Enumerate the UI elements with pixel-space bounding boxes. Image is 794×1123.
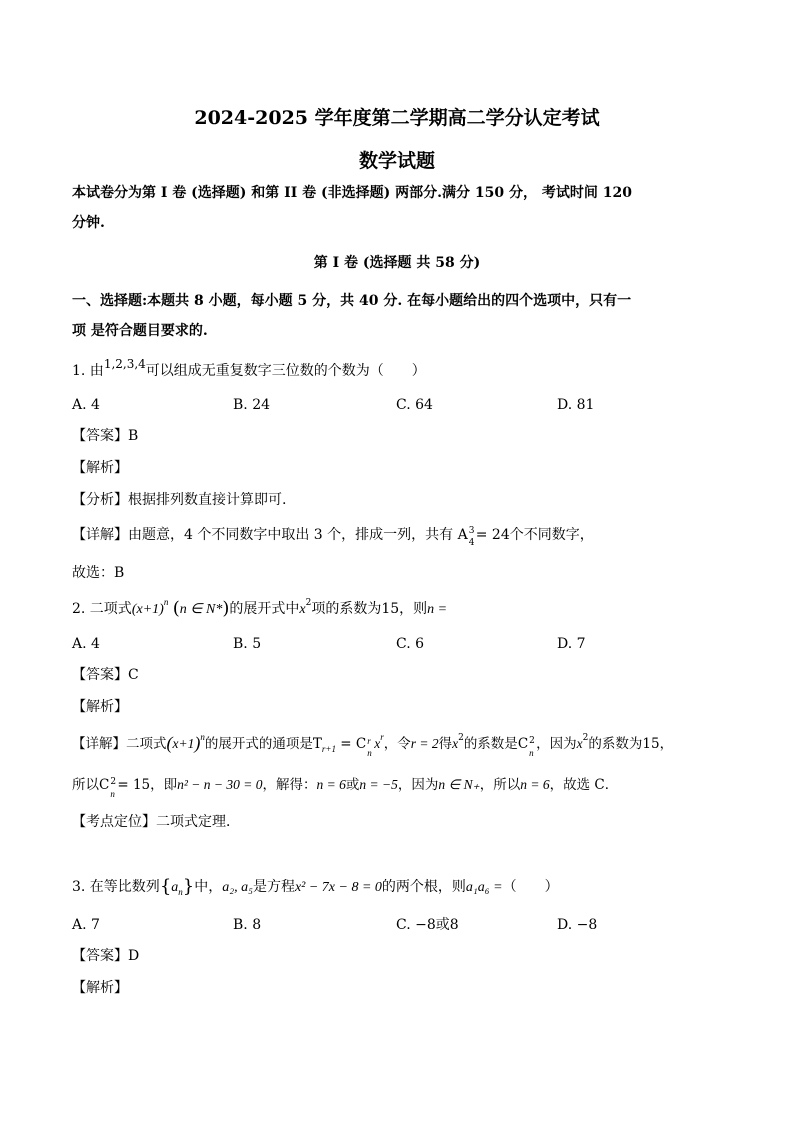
q3-analysis-tag bbox=[72, 979, 128, 997]
q2-detail-math: r = 2 bbox=[410, 736, 439, 751]
q2-text-a: 的展开式中 bbox=[229, 601, 300, 617]
q2-detail-text: 的系数是 bbox=[463, 736, 518, 752]
q2-detail-math: 15 bbox=[642, 736, 660, 752]
q3-answer-tag: 【答案】 bbox=[72, 948, 128, 964]
q2-detail-math: n² − n − 30 = 0 bbox=[177, 777, 263, 792]
q2-analysis-tag bbox=[72, 698, 128, 716]
question-3-number: 3. 在等比数列 bbox=[72, 879, 160, 895]
q3-text: （ ） bbox=[502, 879, 559, 895]
q2-detail-text: 或 bbox=[345, 777, 360, 793]
q2-text-c: ，则 bbox=[399, 601, 428, 617]
q2-option-b: B. 5 bbox=[233, 636, 262, 652]
q1-fenxi bbox=[72, 491, 286, 509]
q3-option-a: A. 7 bbox=[72, 917, 100, 933]
q2-kaodian bbox=[72, 813, 240, 831]
q2-kaodian-text: 二项式定理． bbox=[156, 814, 240, 830]
q1-option-d: D. 81 bbox=[557, 397, 595, 413]
q2-text-d: n = bbox=[427, 602, 448, 617]
q3-answer-value: D bbox=[128, 948, 140, 964]
q2-exponent: n bbox=[163, 597, 169, 607]
question-1-digits: 1,2,3,4 bbox=[103, 357, 146, 371]
q1-detail-text-b: 个不同数字， bbox=[509, 527, 594, 543]
q2-option-d: D. 7 bbox=[557, 636, 586, 652]
q2-analysis-label: 【解析】 bbox=[72, 699, 128, 715]
q3-product: a₁a₆ = bbox=[465, 880, 503, 895]
q1-analysis-label: 【解析】 bbox=[72, 460, 128, 476]
question-1-number: 1. 由 bbox=[72, 363, 104, 379]
q2-detail-text: 的展开式的通项是 bbox=[204, 736, 313, 752]
q2-text-b: 项的系数为 bbox=[311, 601, 382, 617]
q1-detail-tag: 【详解】 bbox=[72, 527, 128, 543]
q2-detail-math: n = −5 bbox=[359, 777, 398, 792]
q3-option-c: C. −8或8 bbox=[396, 917, 459, 933]
q2-detail-text: ， bbox=[659, 736, 674, 752]
intro-line-1: 本试卷分为第 I 卷 (选择题) 和第 II 卷 (非选择题) 两部分.满分 150 分， 考试时间 120 bbox=[72, 185, 632, 201]
q2-detail-math: n = 6 bbox=[316, 777, 346, 792]
q2-answer bbox=[72, 666, 139, 684]
q2-detail-line-2: 所以C 2 n = 15，即n² − n − 30 = 0，解得：n = 6或n = −5，因为n ∈ N₊，所以n = 6，故选 C． bbox=[72, 776, 619, 799]
q2-detail-math: n = 6 bbox=[520, 777, 550, 792]
q3-text: 中， bbox=[194, 879, 223, 895]
q2-detail-text: ，因为 bbox=[536, 736, 577, 752]
part-heading: 第 I 卷 (选择题 共 58 分) bbox=[313, 255, 481, 271]
question-1-text: 可以组成无重复数字三位数的个数为（ ） bbox=[145, 363, 426, 379]
question-2: 2. 二项式$(x+1)^n$ (n ∈ N*)的展开式中$x^2$项的系数为15，则n = bbox=[72, 597, 448, 619]
q1-permutation: A 3 4 bbox=[457, 526, 475, 548]
q2-kaodian-tag: 【考点定位】 bbox=[72, 814, 156, 830]
q2-detail-text: ，因为 bbox=[397, 777, 439, 793]
q3-text: 是方程 bbox=[252, 879, 295, 895]
q1-fenxi-text: 根据排列数直接计算即可. bbox=[128, 492, 287, 508]
q3-analysis-label: 【解析】 bbox=[72, 980, 128, 996]
q1-option-b: B. 24 bbox=[233, 397, 271, 413]
q2-coef: 15 bbox=[381, 601, 400, 617]
q2-detail-text: 所以 bbox=[72, 777, 99, 793]
q2-detail-text: 的系数为 bbox=[588, 736, 643, 752]
q3-text: 的两个根，则 bbox=[381, 879, 466, 895]
q1-detail-math: = 24 bbox=[475, 527, 510, 543]
question-3: 3. 在等比数列$\{a_n\}$中，a₂, a₅是方程x² − 7x − 8 = 0的两个根，则a₁a₆ =（ ） bbox=[72, 876, 559, 897]
q2-answer-tag: 【答案】 bbox=[72, 667, 128, 683]
q1-detail bbox=[72, 526, 594, 548]
q3-option-d: D. −8 bbox=[557, 917, 598, 933]
q1-option-c: C. 64 bbox=[396, 397, 433, 413]
q1-answer-value: B bbox=[128, 428, 139, 444]
q1-fenxi-tag: 【分析】 bbox=[72, 492, 128, 508]
q1-option-a: A. 4 bbox=[72, 397, 100, 413]
question-1 bbox=[72, 357, 426, 380]
q2-detail-text: ，所以 bbox=[479, 777, 521, 793]
q3-option-b: B. 8 bbox=[233, 917, 262, 933]
q3-equation: x² − 7x − 8 = 0 bbox=[294, 880, 382, 895]
q2-detail-math: n ∈ N₊ bbox=[438, 777, 480, 792]
q1-answer bbox=[72, 427, 138, 445]
exam-title: 2024-2025 学年度第二学期高二学分认定考试 bbox=[194, 107, 600, 129]
q2-detail-text: ，故选 C． bbox=[549, 777, 619, 793]
section-instruction-2: 项 是符合题目要求的. bbox=[72, 323, 208, 339]
q2-detail-text: 得 bbox=[438, 736, 453, 752]
q2-detail-line-1: 【详解】二项式$(x+1)^n$的展开式的通项是$T_{r+1} = C$ r n $x^r$，令r = 2得$x^2$的系数是C 2 n ，因为$x^2$的系数为15， bbox=[72, 732, 674, 758]
q2-option-c: C. 6 bbox=[396, 636, 425, 652]
q2-detail-text: 二项式 bbox=[126, 736, 167, 752]
section-instruction-1: 一、选择题:本题共 8 小题，每小题 5 分，共 40 分. 在每小题给出的四个选项中，只有一 bbox=[72, 293, 632, 309]
q2-detail-text: ，令 bbox=[383, 736, 411, 752]
q2-detail-text: ，即 bbox=[150, 777, 178, 793]
q1-conclusion: 故选：B bbox=[72, 565, 125, 581]
q2-detail-text: ，解得： bbox=[262, 777, 317, 793]
q2-option-a: A. 4 bbox=[72, 636, 100, 652]
q3-answer bbox=[72, 947, 139, 965]
exam-subtitle: 数学试题 bbox=[358, 150, 435, 172]
q3-roots: a₂, a₅ bbox=[222, 880, 253, 895]
q2-answer-value: C bbox=[128, 667, 139, 683]
q1-detail-text-a: 由题意，4 个不同数字中取出 3 个，排成一列，共有 bbox=[128, 527, 454, 543]
q1-analysis-tag bbox=[72, 459, 128, 477]
q2-detail-math: = 15 bbox=[117, 777, 151, 793]
q2-expression: (x+1) bbox=[131, 602, 164, 617]
q2-condition: n ∈ N* bbox=[179, 602, 223, 617]
intro-line-2: 分钟. bbox=[72, 215, 105, 231]
question-2-number: 2. 二项式 bbox=[72, 601, 132, 617]
q2-detail-tag: 【详解】 bbox=[72, 736, 126, 752]
q1-answer-tag: 【答案】 bbox=[72, 428, 128, 444]
